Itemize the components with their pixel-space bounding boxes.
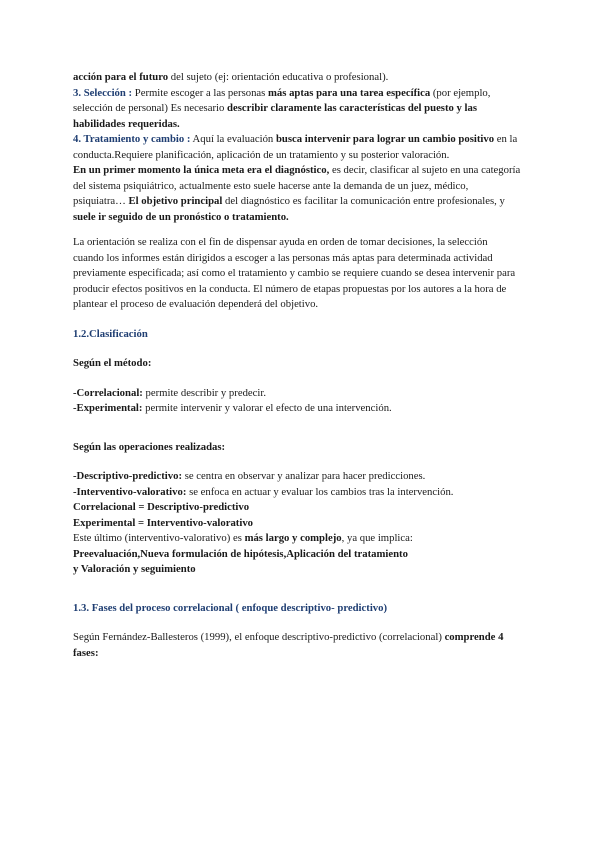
paragraph-seleccion: 3. Selección : Permite escoger a las personas más aptas para una tarea específica (por ejemplo, selección de personal) Es necesario describir claramente las características del puesto y las habilidades requeridas. bbox=[73, 86, 491, 130]
paragraph-fernandez: Según Fernández-Ballesteros (1999), el enfoque descriptivo-predictivo (correlacional) comprende 4 fases: bbox=[73, 631, 504, 659]
subheading-metodo: Según el método: bbox=[73, 357, 152, 369]
paragraph-summary: La orientación se realiza con el fin de dispensar ayuda en orden de tomar decisiones, la selección cuando los informes están dirigidos a escoger a las personas más aptas para determinada actividad previamente especificada; así como el tratamiento y cambio se requiere cuando se desea intervenir para producir efectos positivos en la conducta. El número de etapas propuestas por los autores a la hora de plantear el proceso de evaluación dependerá del objetivo. bbox=[73, 236, 516, 310]
list-item: -Interventivo-valorativo: se enfoca en actuar y evaluar los cambios tras la intervención. bbox=[73, 485, 454, 498]
phases-line-2: y Valoración y seguimiento bbox=[73, 563, 196, 575]
list-item: -Correlacional: permite describir y predecir. bbox=[73, 386, 267, 399]
phases-line-1: Preevaluación,Nueva formulación de hipótesis,Aplicación del tratamiento bbox=[73, 547, 408, 560]
subheading-operaciones: Según las operaciones realizadas: bbox=[73, 440, 226, 453]
paragraph-ultimo: Este último (interventivo-valorativo) es más largo y complejo, ya que implica: bbox=[73, 532, 413, 544]
item-heading-tratamiento: 4. Tratamiento y cambio : bbox=[73, 133, 191, 145]
paragraph-tratamiento: 4. Tratamiento y cambio : Aquí la evaluación busca intervenir para lograr un cambio positivo en la conducta.Requiere planificación, aplicación de un tratamiento y su posterior valoración. bbox=[73, 133, 518, 161]
paragraph-orientacion-end: acción para el futuro del sujeto (ej: orientación educativa o profesional). bbox=[73, 71, 389, 83]
list-item: -Descriptivo-predictivo: se centra en observar y analizar para hacer predicciones. bbox=[73, 470, 426, 482]
paragraph-diagnostico: En un primer momento la única meta era el diagnóstico, es decir, clasificar al sujeto en una categoría del sistema psiquiátrico, actualmente esto suele hacerse ante la demanda de un juez, médico, psiquiatra… El objetivo principal del diagnóstico es facilitar la comunicación entre profesionales, y suele ir seguido de un pronóstico o tratamiento. bbox=[73, 164, 521, 223]
equivalence-correlacional: Correlacional = Descriptivo-predictivo bbox=[73, 501, 250, 513]
section-heading-fases: 1.3. Fases del proceso correlacional ( enfoque descriptivo- predictivo) bbox=[73, 601, 388, 614]
item-heading-seleccion: 3. Selección : bbox=[73, 86, 133, 99]
section-heading-clasificacion: 1.2.Clasificación bbox=[73, 327, 148, 340]
document-page bbox=[73, 70, 521, 661]
equivalence-experimental: Experimental = Interventivo-valorativo bbox=[73, 516, 254, 529]
list-item: -Experimental: permite intervenir y valorar el efecto de una intervención. bbox=[73, 402, 392, 414]
